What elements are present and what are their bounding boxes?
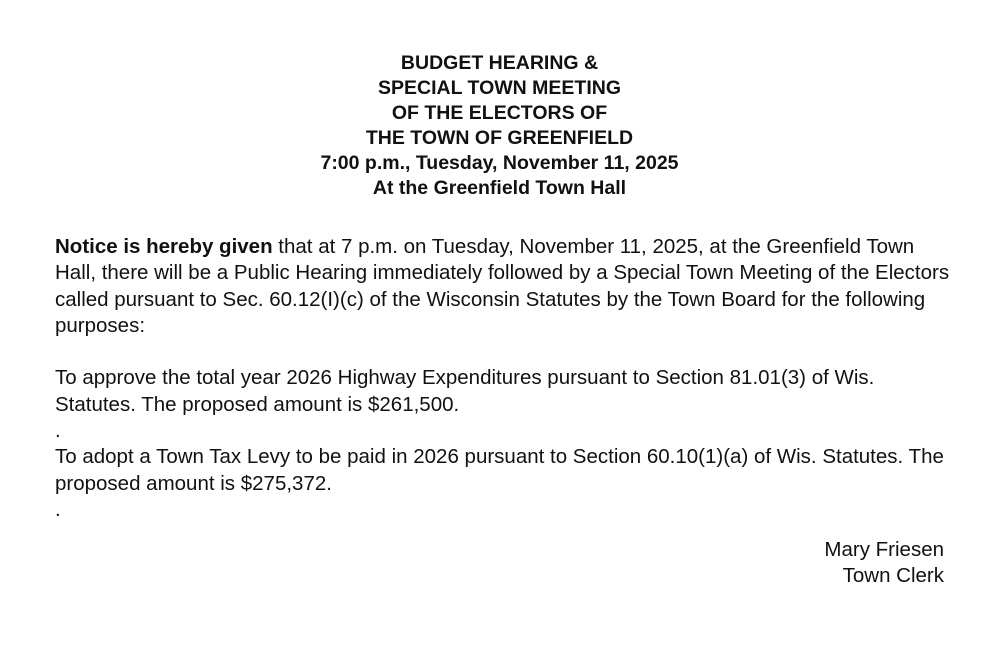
notice-paragraph [55, 234, 955, 339]
heading-date-time: 7:00 p.m., Tuesday, November 11, 2025 [320, 152, 679, 174]
heading-line-1: BUDGET HEARING & [400, 52, 599, 74]
heading-line-3: OF THE ELECTORS OF [391, 102, 608, 124]
separator-mark: . [55, 419, 61, 443]
heading-line-2: SPECIAL TOWN MEETING [377, 77, 622, 99]
purpose-item-highway: To approve the total year 2026 Highway Expenditures pursuant to Section 81.01(3) of Wis. Statutes. The proposed amount is $261,500. [55, 366, 875, 416]
paragraph-gap [55, 339, 955, 365]
notice-body [55, 234, 955, 523]
notice-lead: Notice is hereby given [55, 235, 273, 258]
signature-block [824, 537, 944, 590]
heading-location: At the Greenfield Town Hall [372, 177, 627, 199]
heading-line-4: THE TOWN OF GREENFIELD [365, 127, 634, 149]
separator-mark: . [55, 497, 61, 521]
signature-name: Mary Friesen [824, 538, 944, 561]
notice-text: that at 7 p.m. on Tuesday, November 11, 2025, at the Greenfield Town Hall, there will be a Public Hearing immediately followed by a Special Town Meeting of the Electors called pursuant to Sec. 60.12(I)(c) of the Wisconsin Statutes by the Town Board for the following purposes: [55, 235, 950, 337]
notice-heading [0, 51, 999, 201]
purpose-item-tax-levy: To adopt a Town Tax Levy to be paid in 2026 pursuant to Section 60.10(1)(a) of Wis. Statutes. The proposed amount is $275,372. [55, 445, 944, 495]
signature-title: Town Clerk [842, 564, 944, 588]
